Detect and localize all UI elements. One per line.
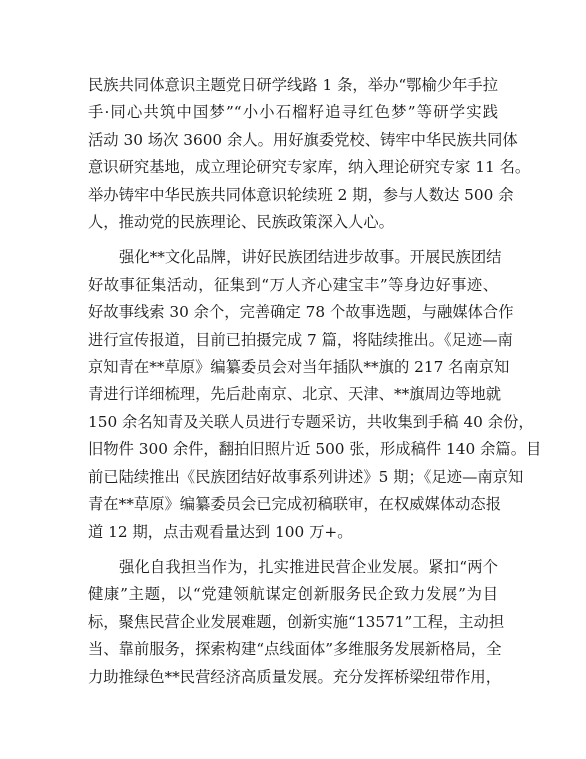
text-line: 强化自我担当作为，扎实推进民营企业发展。紧扣“两个: [119, 557, 498, 576]
text-line: 150 余名知青及关联人员进行专题采访，共收集到手稿 40 余份，: [88, 412, 534, 431]
text-line: 力助推绿色**民营经济高质量发展。充分发挥桥梁纽带作用，: [88, 667, 502, 686]
text-line: 当、靠前服务，探索构建“点线面体”多维服务发展新格局，全: [88, 640, 502, 659]
paragraph-1: [88, 72, 531, 236]
text-line: 进行宣传报道，目前已拍摄完成 7 篇，将陆续推出。《足迹—南: [88, 330, 513, 349]
text-line: 手·同心共筑中国梦”“小小石榴籽追寻红色梦”等研学实践: [88, 103, 498, 122]
text-line: 标，聚焦民营企业发展难题，创新实施“13571”工程，主动担: [88, 612, 505, 631]
text-line: 青进行详细梳理，先后赴南京、北京、天津、**旗周边等地就: [88, 385, 502, 404]
text-line: 强化**文化品牌，讲好民族团结进步故事。开展民族团结: [119, 248, 502, 267]
paragraph-3: [88, 554, 505, 691]
text-line: 健康”主题，以“党建领航谋定创新服务民企致力发展”为目: [88, 585, 498, 604]
text-line: 前已陆续推出《民族团结好故事系列讲述》5 期；《足迹—南京知: [88, 467, 524, 486]
text-line: 活动 30 场次 3600 余人。用好旗委党校、铸牢中华民族共同体: [88, 130, 518, 149]
text-line: 青在**草原》编纂委员会已完成初稿联审，在权威媒体动态报: [88, 495, 502, 514]
text-line: 人，推动党的民族理论、民族政策深入人心。: [88, 213, 394, 232]
document-body: [88, 72, 542, 699]
text-line: 意识研究基地，成立理论研究专家库，纳入理论研究专家 11 名。: [88, 158, 531, 177]
text-line: 好故事征集活动，征集到“万人齐心建宝丰”等身边好事迹、: [88, 275, 498, 294]
text-line: 举办铸牢中华民族共同体意识轮续班 2 期，参与人数达 500 余: [88, 185, 514, 204]
text-line: 旧物件 300 余件，翻拍旧照片近 500 张，形成稿件 140 余篇。目: [88, 440, 542, 459]
paragraph-2: [88, 244, 542, 545]
text-line: 好故事线索 30 余个，完善确定 78 个故事选题，与融媒体合作: [88, 303, 514, 322]
text-line: 京知青在**草原》编纂委员会对当年插队**旗的 217 名南京知: [88, 358, 510, 377]
text-line: 道 12 期，点击观看量达到 100 万+。: [88, 522, 353, 541]
text-line: 民族共同体意识主题党日研学线路 1 条，举办“鄂榆少年手拉: [88, 76, 498, 94]
